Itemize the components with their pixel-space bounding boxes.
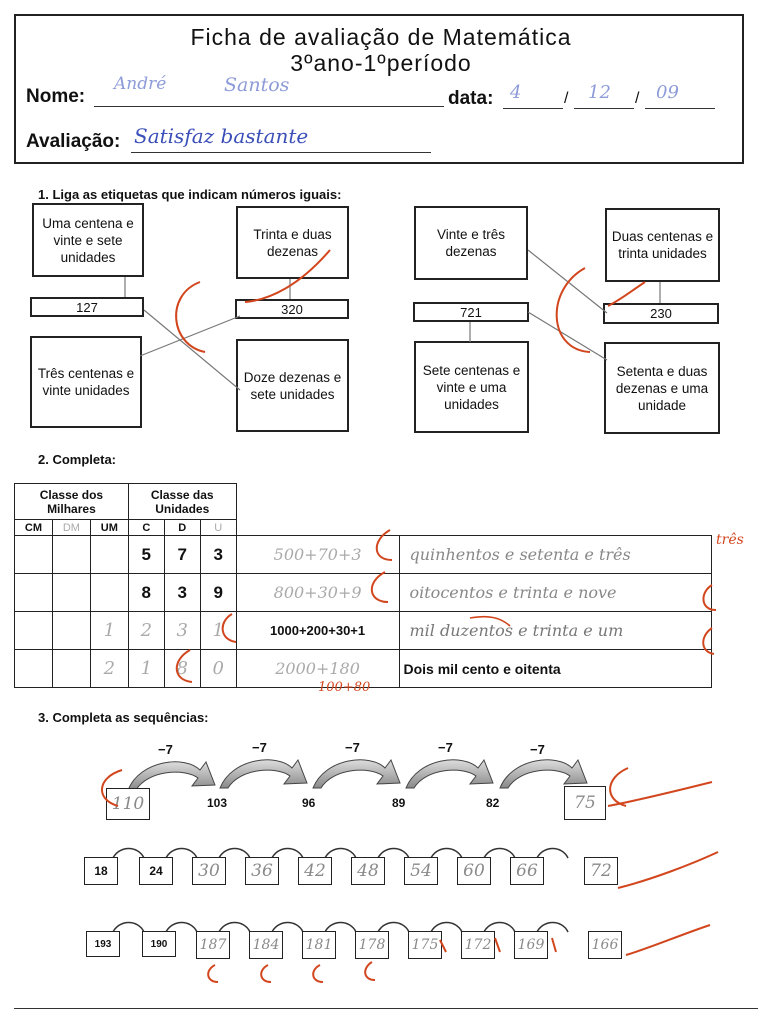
name-last: Santos xyxy=(224,74,290,96)
q3-seq1-item-2: 103 xyxy=(207,796,228,810)
q3-seq3-value-7: 175 xyxy=(411,937,439,953)
q2-r4-um: 2 xyxy=(90,650,128,688)
q1-card-top-a: Uma centena e vinte e sete unidades xyxy=(32,203,144,277)
q3-seq2-value-9: 66 xyxy=(516,861,538,881)
q2-col-c: C xyxy=(128,520,164,536)
q3-seq1-value-6: 75 xyxy=(574,793,596,813)
q3-step-1: −7 xyxy=(158,742,173,757)
q3-seq2-value-8: 60 xyxy=(463,861,485,881)
q2-r1-decomp: 500+70+3 xyxy=(236,536,399,574)
q3-seq3-item-2: 190 xyxy=(142,931,176,957)
q1-card-top-d: Duas centenas e trinta unidades xyxy=(605,208,720,282)
q2-col-dm: DM xyxy=(52,520,90,536)
q2-r4-d: 8 xyxy=(164,650,200,688)
q2-col-cm: CM xyxy=(15,520,53,536)
q3-seq2-value-6: 48 xyxy=(357,861,379,881)
q3-seq3-value-8: 172 xyxy=(464,937,492,953)
q1-card-bot-c: Sete centenas e vinte e uma unidades xyxy=(414,341,529,433)
date-label: data: xyxy=(448,88,494,109)
q2-r4-words: Dois mil cento e oitenta xyxy=(399,650,712,688)
q2-r4-c: 1 xyxy=(128,650,164,688)
q3-seq2-value-10: 72 xyxy=(590,861,612,881)
q3-step-3: −7 xyxy=(345,740,360,755)
q2-col-d: D xyxy=(164,520,200,536)
q2-r3-words: mil duzentos e trinta e um xyxy=(399,612,712,650)
q2-col-um: UM xyxy=(90,520,128,536)
q1-num-a: 127 xyxy=(30,297,144,317)
q1-num-b: 320 xyxy=(235,299,349,319)
q2-r3-um: 1 xyxy=(90,612,128,650)
q2-r3-d: 3 xyxy=(164,612,200,650)
q3-seq3-item-1: 193 xyxy=(86,931,120,957)
eval-label: Avaliação: xyxy=(26,131,121,152)
q2-r2-d: 3 xyxy=(164,574,200,612)
date-month: 12 xyxy=(588,82,611,103)
q2-class-thousands: Classe dos Milhares xyxy=(15,484,129,520)
date-sep-1: / xyxy=(564,90,569,107)
eval-value: Satisfaz bastante xyxy=(134,124,309,148)
q2-r3-c: 2 xyxy=(128,612,164,650)
q1-num-d: 230 xyxy=(603,303,719,324)
q3-seq2-value-4: 36 xyxy=(251,861,273,881)
q1-card-bot-a: Três centenas e vinte unidades xyxy=(30,336,142,428)
q2-title: 2. Completa: xyxy=(38,452,117,467)
q3-seq3-value-5: 181 xyxy=(305,937,333,953)
q2-decomp-fix: 100+80 xyxy=(318,680,371,695)
q2-r4-decomp: 2000+180 xyxy=(236,650,399,688)
q1-card-bot-b: Doze dezenas e sete unidades xyxy=(236,339,349,432)
q2-r2-words: oitocentos e trinta e nove xyxy=(399,574,712,612)
q2-r2-c: 8 xyxy=(128,574,164,612)
q3-title: 3. Completa as sequências: xyxy=(38,710,209,725)
q3-seq1-value-1: 110 xyxy=(111,794,145,814)
q2-r4-u: 0 xyxy=(200,650,236,688)
q3-seq3-value-6: 178 xyxy=(358,937,386,953)
q2-r2-u: 9 xyxy=(200,574,236,612)
q1-card-bot-d: Setenta e duas dezenas e uma unidade xyxy=(604,342,720,434)
q3-seq2-item-1: 18 xyxy=(84,857,118,885)
q1-card-top-c: Vinte e três dezenas xyxy=(414,206,528,280)
q3-step-2: −7 xyxy=(252,740,267,755)
date-day: 4 xyxy=(510,82,522,103)
q3-step-4: −7 xyxy=(438,740,453,755)
q3-seq3-value-4: 184 xyxy=(252,937,280,953)
q3-seq2-value-7: 54 xyxy=(410,861,432,881)
q3-seq1-item-4: 89 xyxy=(392,796,406,810)
q2-r2-decomp: 800+30+9 xyxy=(236,574,399,612)
q1-card-top-b: Trinta e duas dezenas xyxy=(236,206,349,279)
q3-step-5: −7 xyxy=(530,742,545,757)
date-year: 09 xyxy=(656,82,679,103)
q2-r3-decomp: 1000+200+30+1 xyxy=(236,612,399,650)
q3-seq3-value-3: 187 xyxy=(199,937,227,953)
q3-seq1-item-3: 96 xyxy=(302,796,316,810)
q1-num-c: 721 xyxy=(413,302,529,322)
q3-seq3-value-10: 166 xyxy=(591,937,619,953)
q2-r1-words: quinhentos e setenta e três xyxy=(399,536,712,574)
q3-seq2-value-3: 30 xyxy=(198,861,220,881)
worksheet-subtitle: 3ºano-1ºperíodo xyxy=(290,50,472,76)
q3-seq2-item-2: 24 xyxy=(139,857,173,885)
q2-r1-u: 3 xyxy=(200,536,236,574)
worksheet-title: Ficha de avaliação de Matemática xyxy=(190,24,572,50)
q3-seq1-item-5: 82 xyxy=(486,796,500,810)
q2-r3-u: 1 xyxy=(200,612,236,650)
q2-r1-d: 7 xyxy=(164,536,200,574)
name-first: André xyxy=(114,74,167,94)
name-label: Nome: xyxy=(26,86,86,107)
q2-col-u: U xyxy=(200,520,236,536)
q3-seq2-value-5: 42 xyxy=(304,861,326,881)
q3-seq3-value-9: 169 xyxy=(517,937,545,953)
date-sep-2: / xyxy=(635,90,640,107)
q2-r1-c: 5 xyxy=(128,536,164,574)
q2-class-units: Classe das Unidades xyxy=(128,484,236,520)
q1-title: 1. Liga as etiquetas que indicam números iguais: xyxy=(38,187,342,202)
page-bottom-line xyxy=(14,1008,758,1009)
q2-correction-tres: três xyxy=(716,532,744,548)
